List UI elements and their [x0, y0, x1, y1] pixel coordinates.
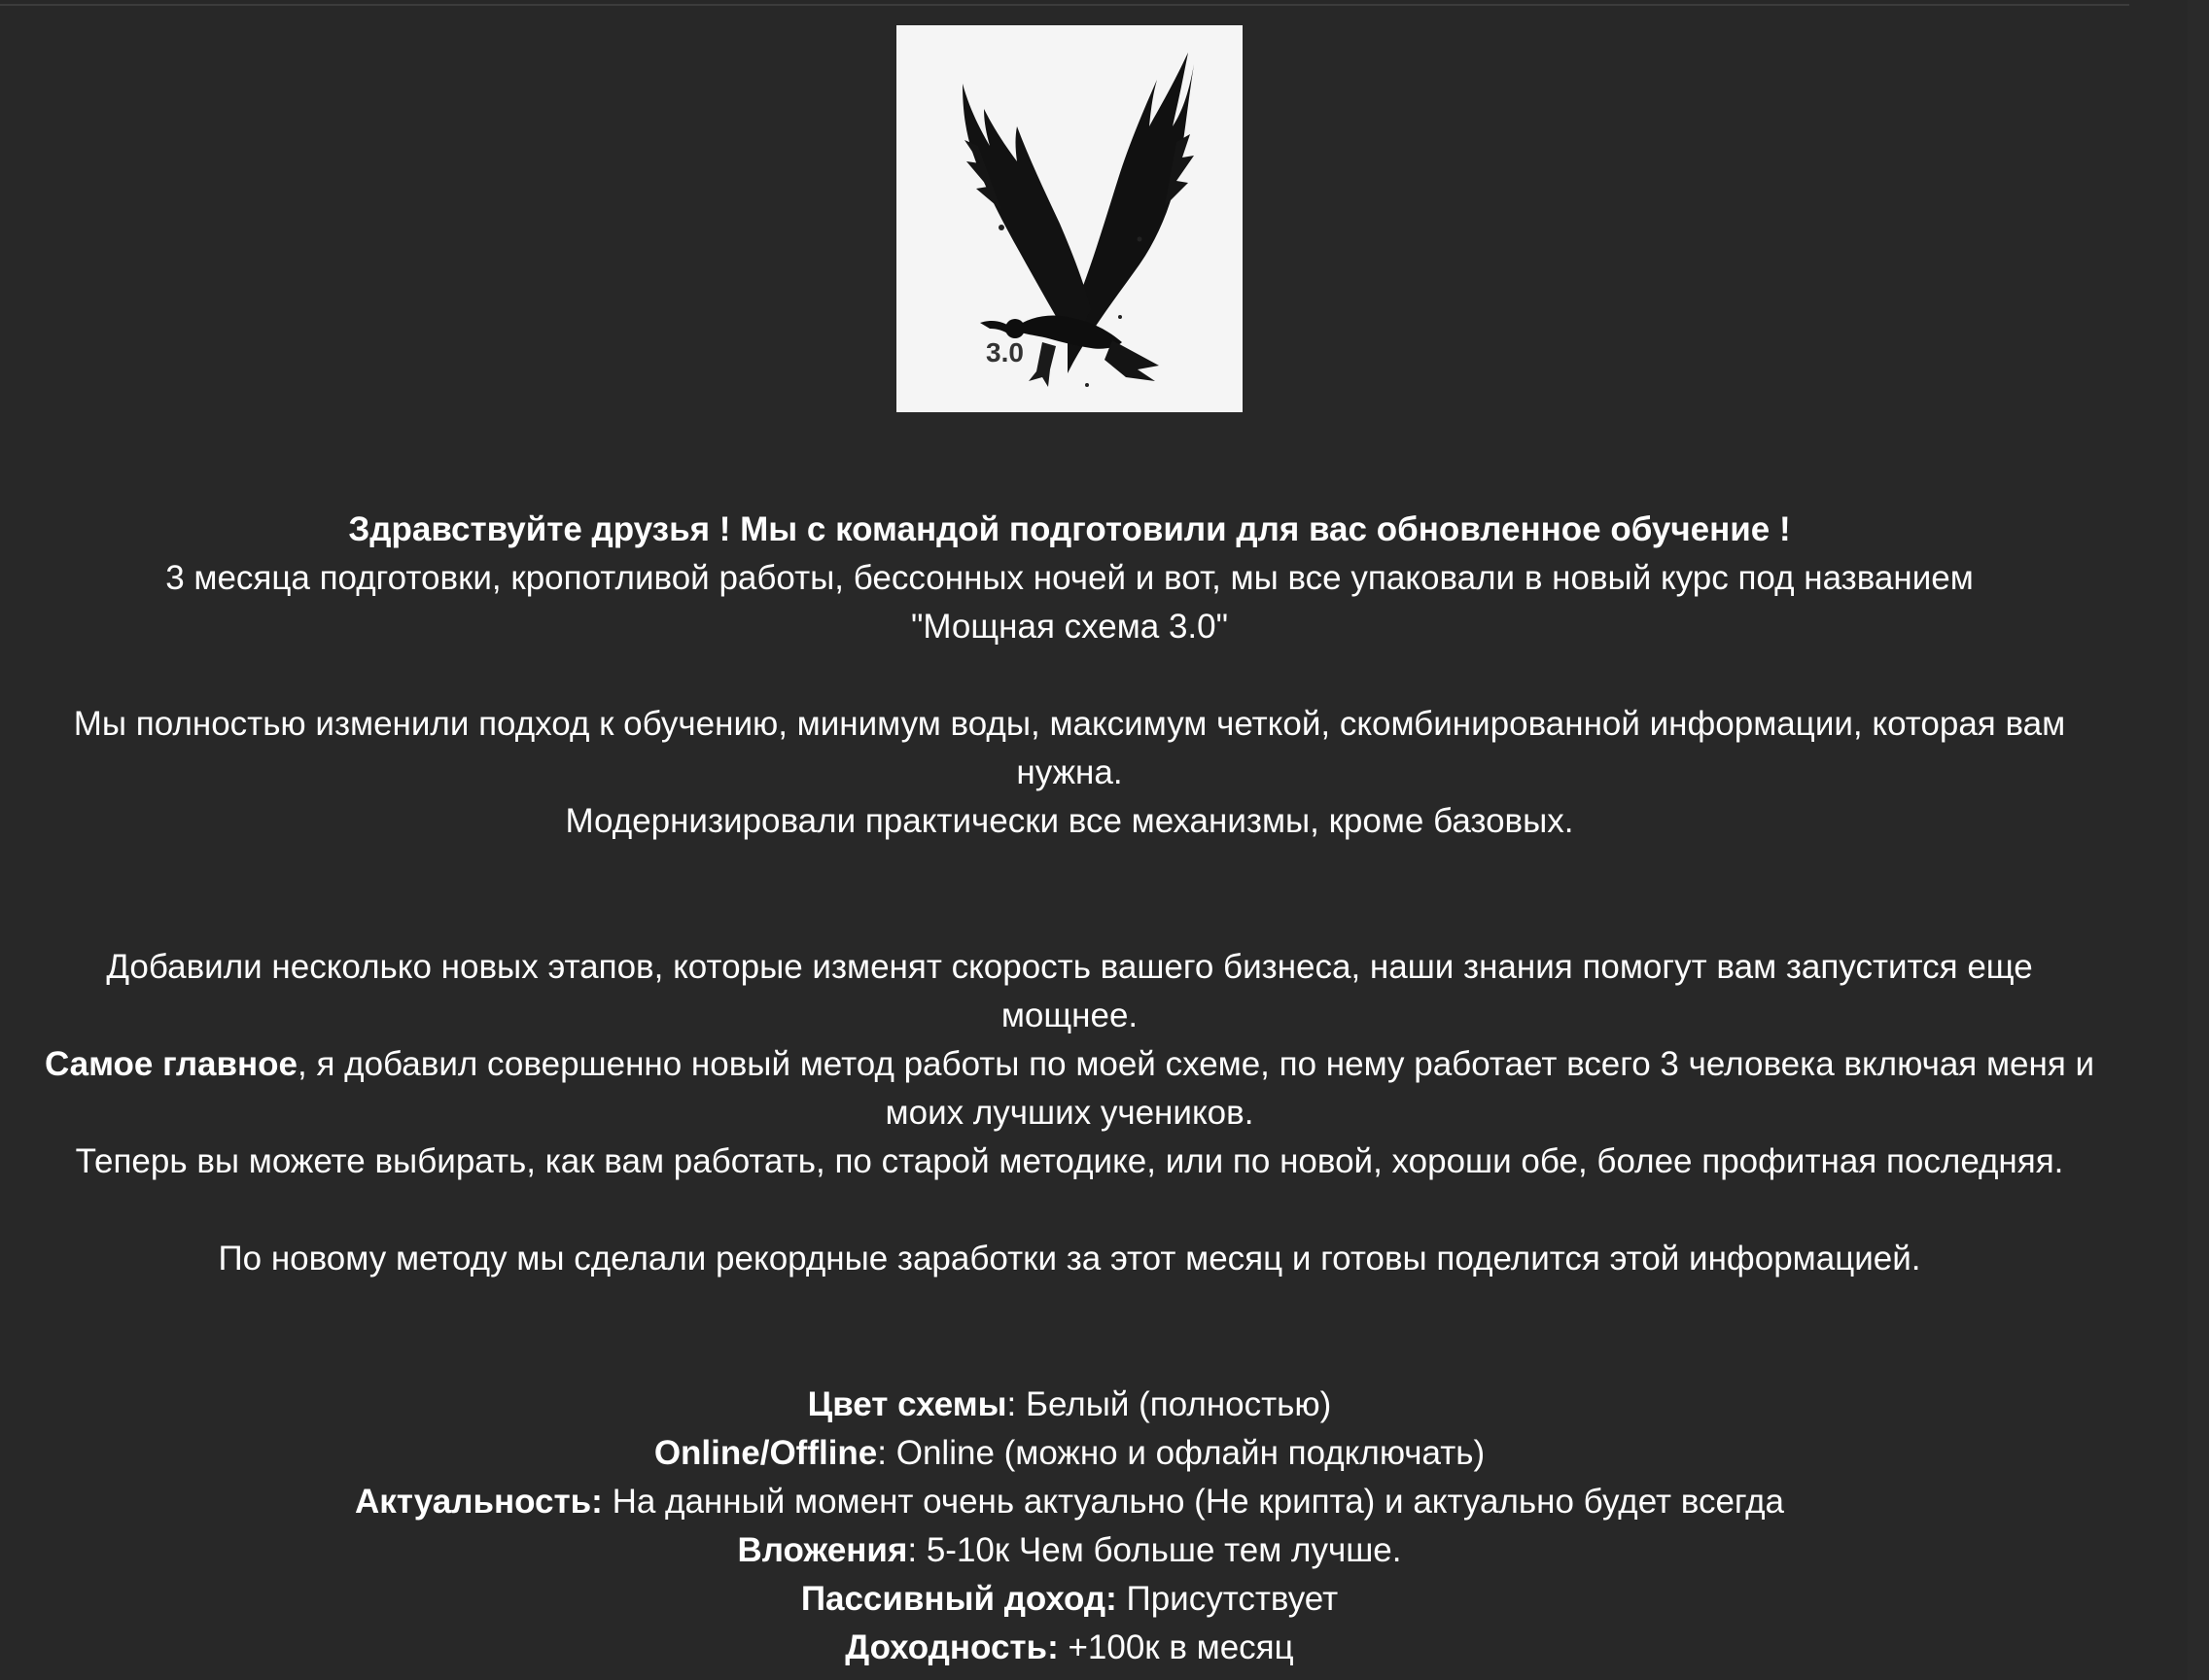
- post-paragraph-2-line-2: нужна.: [1016, 753, 1123, 791]
- spec-passive-income: Пассивный доход: Присутствует: [800, 1580, 1339, 1618]
- top-divider: [0, 4, 2129, 6]
- spec-online-offline: Online/Offline: Online (можно и офлайн подключать): [653, 1434, 1486, 1472]
- highlight-text: Самое главное: [44, 1045, 298, 1083]
- post-paragraph-3-line-5: Теперь вы можете выбирать, как вам работать, по старой методике, или по новой, хороши обе, более профитная последняя.: [75, 1142, 2064, 1180]
- logo-version-text: 3.0: [986, 337, 1024, 368]
- scrollbar[interactable]: [2188, 0, 2209, 1680]
- post-paragraph-2-line-3: Модернизировали практически все механизмы, кроме базовых.: [565, 802, 1574, 840]
- spec-relevance: Актуальность: На данный момент очень актуально (Не крипта) и актуально будет всегда: [354, 1483, 1785, 1521]
- post-paragraph-3-line-3: Самое главное, я добавил совершенно новый метод работы по моей схеме, по нему работает всего 3 человека включая меня и: [44, 1045, 2095, 1083]
- post-paragraph-4: По новому методу мы сделали рекордные заработки за этот месяц и готовы поделится этой информацией.: [218, 1240, 1921, 1278]
- post-paragraph-3-line-2: мощнее.: [1000, 997, 1139, 1034]
- post-paragraph-3-line-1: Добавили несколько новых этапов, которые изменят скорость вашего бизнеса, наши знания помогут вам запустится еще: [106, 948, 2033, 986]
- post-greeting: Здравствуйте друзья ! Мы с командой подготовили для вас обновленное обучение !: [348, 510, 1791, 548]
- spec-profitability: Доходность: +100к в месяц: [845, 1628, 1294, 1666]
- post-intro-line-1: 3 месяца подготовки, кропотливой работы, бессонных ночей и вот, мы все упаковали в новый курс под названием: [165, 559, 1974, 597]
- post-course-title: "Мощная схема 3.0": [910, 608, 1229, 646]
- post-paragraph-3-line-4: моих лучших учеников.: [885, 1094, 1254, 1132]
- spec-investment: Вложения: 5-10к Чем больше тем лучше.: [737, 1531, 1402, 1569]
- spec-scheme-color: Цвет схемы: Белый (полностью): [807, 1385, 1332, 1423]
- post-paragraph-2-line-1: Мы полностью изменили подход к обучению, минимум воды, максимум четкой, скомбинированной информации, которая вам: [73, 705, 2066, 743]
- raven-icon: [896, 25, 1243, 412]
- post-logo-image: [896, 25, 1243, 412]
- post-body: [0, 506, 2139, 1672]
